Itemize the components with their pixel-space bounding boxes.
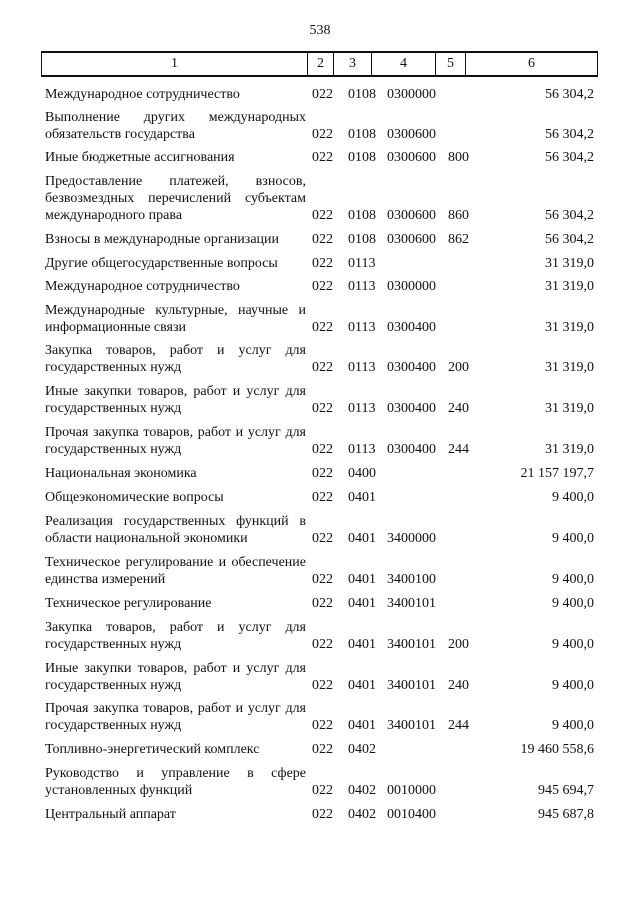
table-row: [0, 660, 640, 694]
row-col-6: 21 157 197,7: [520, 466, 594, 481]
row-col-3: 0400: [348, 466, 376, 481]
row-col-2: 022: [312, 807, 333, 822]
table-row: [0, 765, 640, 799]
row-col-4: 0300600: [387, 232, 436, 247]
table-row: [0, 173, 640, 224]
table-row: [0, 424, 640, 458]
row-col-2: 022: [312, 637, 333, 652]
table-row: [0, 489, 640, 506]
row-col-4: 0010000: [387, 783, 436, 798]
row-col-6: 945 694,7: [538, 783, 594, 798]
row-col-3: 0401: [348, 596, 376, 611]
row-col-2: 022: [312, 127, 333, 142]
row-col-6: 9 400,0: [552, 531, 594, 546]
table-row: [0, 255, 640, 272]
row-col-2: 022: [312, 360, 333, 375]
table-row: [0, 595, 640, 612]
row-col-4: 0300400: [387, 320, 436, 335]
row-col-3: 0113: [348, 442, 376, 457]
table-row: [0, 302, 640, 336]
row-col-5: 862: [448, 232, 469, 247]
row-col-2: 022: [312, 401, 333, 416]
row-col-4: 3400101: [387, 637, 436, 652]
row-col-3: 0108: [348, 150, 376, 165]
row-col-6: 945 687,8: [538, 807, 594, 822]
row-col-6: 56 304,2: [545, 87, 594, 102]
row-col-4: 3400101: [387, 718, 436, 733]
header-col-2: 2: [308, 52, 334, 76]
row-col-4: 3400100: [387, 572, 436, 587]
row-col-2: 022: [312, 320, 333, 335]
row-col-3: 0402: [348, 807, 376, 822]
row-col-5: 200: [448, 360, 469, 375]
page-number: 538: [309, 23, 331, 38]
row-col-3: 0402: [348, 783, 376, 798]
row-name: Топливно-энергетический комплекс: [45, 742, 260, 757]
row-col-6: 31 319,0: [545, 401, 594, 416]
row-col-2: 022: [312, 208, 333, 223]
row-name: Другие общегосударственные вопросы: [45, 256, 278, 271]
table-row: [0, 342, 640, 376]
row-col-3: 0401: [348, 572, 376, 587]
table-row: [0, 109, 640, 143]
row-name: Центральный аппарат: [45, 807, 176, 822]
row-col-4: 0300600: [387, 127, 436, 142]
row-col-2: 022: [312, 442, 333, 457]
row-name: Иные закупки товаров, работ и услуг для государственных нужд: [45, 661, 306, 693]
row-name: Реализация государственных функций в области национальной экономики: [45, 514, 306, 546]
row-col-3: 0401: [348, 490, 376, 505]
row-col-3: 0113: [348, 256, 376, 271]
row-col-3: 0401: [348, 678, 376, 693]
row-col-2: 022: [312, 531, 333, 546]
row-col-6: 56 304,2: [545, 127, 594, 142]
row-col-4: 0300600: [387, 208, 436, 223]
header-col-4: 4: [372, 52, 436, 76]
row-name: Техническое регулирование и обеспечение единства измерений: [45, 555, 306, 587]
header-col-1: 1: [42, 52, 308, 76]
row-name: Международные культурные, научные и информационные связи: [45, 303, 306, 335]
row-col-6: 19 460 558,6: [520, 742, 594, 757]
row-col-2: 022: [312, 256, 333, 271]
table-row: [0, 806, 640, 823]
column-header-table: [41, 51, 598, 77]
table-row: [0, 231, 640, 248]
row-col-5: 800: [448, 150, 469, 165]
row-col-4: 0300400: [387, 360, 436, 375]
row-col-6: 9 400,0: [552, 718, 594, 733]
row-col-3: 0402: [348, 742, 376, 757]
row-col-6: 9 400,0: [552, 572, 594, 587]
row-col-2: 022: [312, 279, 333, 294]
row-col-6: 9 400,0: [552, 637, 594, 652]
row-name: Международное сотрудничество: [45, 87, 240, 102]
row-name: Взносы в международные организации: [45, 232, 280, 247]
row-col-2: 022: [312, 742, 333, 757]
row-col-2: 022: [312, 596, 333, 611]
row-col-3: 0113: [348, 320, 376, 335]
row-col-4: 0010400: [387, 807, 436, 822]
header-col-6: 6: [466, 52, 598, 76]
row-col-4: 0300400: [387, 401, 436, 416]
row-col-4: 0300600: [387, 150, 436, 165]
row-col-3: 0108: [348, 87, 376, 102]
row-col-3: 0108: [348, 232, 376, 247]
row-col-6: 9 400,0: [552, 678, 594, 693]
row-col-6: 31 319,0: [545, 279, 594, 294]
row-col-3: 0401: [348, 637, 376, 652]
row-col-4: 3400000: [387, 531, 436, 546]
row-col-2: 022: [312, 783, 333, 798]
row-col-5: 200: [448, 637, 469, 652]
table-row: [0, 700, 640, 734]
row-col-6: 31 319,0: [545, 442, 594, 457]
row-name: Общеэкономические вопросы: [45, 490, 224, 505]
row-col-2: 022: [312, 572, 333, 587]
row-col-2: 022: [312, 150, 333, 165]
row-col-6: 31 319,0: [545, 256, 594, 271]
header-col-3: 3: [334, 52, 372, 76]
header-col-5: 5: [436, 52, 466, 76]
row-col-4: 3400101: [387, 678, 436, 693]
row-col-6: 56 304,2: [545, 232, 594, 247]
row-col-6: 9 400,0: [552, 490, 594, 505]
row-col-5: 244: [448, 718, 469, 733]
row-col-2: 022: [312, 718, 333, 733]
table-row: [0, 619, 640, 653]
row-col-2: 022: [312, 490, 333, 505]
row-col-5: 860: [448, 208, 469, 223]
table-row: [0, 86, 640, 103]
row-col-3: 0108: [348, 208, 376, 223]
row-col-4: 3400101: [387, 596, 436, 611]
row-col-4: 0300000: [387, 87, 436, 102]
table-row: [0, 149, 640, 166]
row-col-6: 31 319,0: [545, 320, 594, 335]
row-col-5: 240: [448, 401, 469, 416]
row-name: Предоставление платежей, взносов, безвозмездных перечислений субъектам международного права: [45, 174, 306, 223]
row-col-4: 0300000: [387, 279, 436, 294]
row-col-3: 0401: [348, 718, 376, 733]
row-name: Иные бюджетные ассигнования: [45, 150, 235, 165]
row-col-6: 31 319,0: [545, 360, 594, 375]
row-name: Выполнение других международных обязательств государства: [45, 110, 306, 142]
row-col-2: 022: [312, 678, 333, 693]
row-col-5: 240: [448, 678, 469, 693]
table-row: [0, 513, 640, 547]
row-col-6: 9 400,0: [552, 596, 594, 611]
table-row: [0, 554, 640, 588]
table-row: [0, 741, 640, 758]
table-row: [0, 278, 640, 295]
row-name: Закупка товаров, работ и услуг для государственных нужд: [45, 343, 306, 375]
row-col-3: 0113: [348, 279, 376, 294]
row-col-3: 0113: [348, 360, 376, 375]
row-col-3: 0113: [348, 401, 376, 416]
row-col-6: 56 304,2: [545, 208, 594, 223]
row-col-3: 0108: [348, 127, 376, 142]
row-col-2: 022: [312, 232, 333, 247]
row-name: Национальная экономика: [45, 466, 197, 481]
row-name: Закупка товаров, работ и услуг для государственных нужд: [45, 620, 306, 652]
row-col-2: 022: [312, 466, 333, 481]
row-col-4: 0300400: [387, 442, 436, 457]
row-col-3: 0401: [348, 531, 376, 546]
row-name: Прочая закупка товаров, работ и услуг для государственных нужд: [45, 701, 306, 733]
row-col-2: 022: [312, 87, 333, 102]
row-name: Техническое регулирование: [45, 596, 212, 611]
row-col-5: 244: [448, 442, 469, 457]
row-name: Прочая закупка товаров, работ и услуг для государственных нужд: [45, 425, 306, 457]
table-row: [0, 465, 640, 482]
row-name: Иные закупки товаров, работ и услуг для государственных нужд: [45, 384, 306, 416]
row-name: Международное сотрудничество: [45, 279, 240, 294]
table-row: [0, 383, 640, 417]
row-name: Руководство и управление в сфере установленных функций: [45, 766, 306, 798]
row-col-6: 56 304,2: [545, 150, 594, 165]
